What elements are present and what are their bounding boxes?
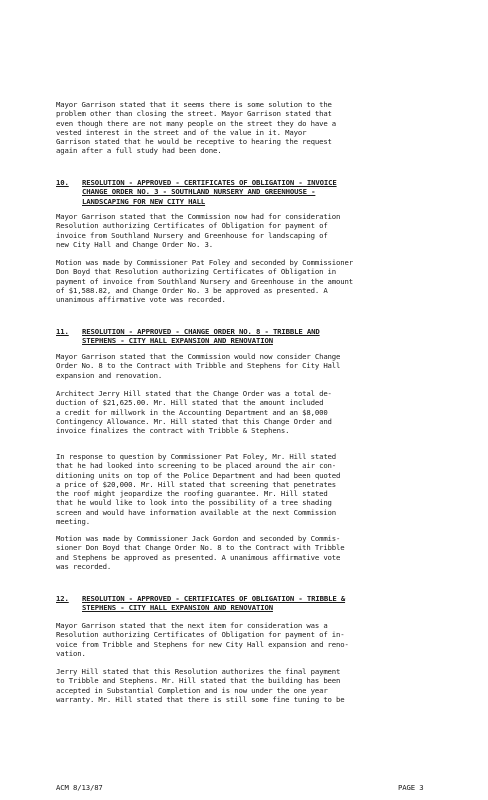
paragraph-item11-intro: Mayor Garrison stated that the Commission would now consider Change Order No. 8 to the Contract with Tribble and Stephens for City Hall expansion and renovation. (56, 352, 341, 380)
paragraph-item10-motion: Motion was made by Commissioner Pat Foley and seconded by Commissioner Don Boyd that Resolution authorizing Certificates of Obligation in payment of invoice from Southland Nursery and Greenhouse in the amount of $1,588.82, and Change Order No. 3 be approved as presented. A unanimous affirmative vote was recorded. (56, 258, 354, 305)
item-heading: RESOLUTION - APPROVED - CERTIFICATES OF OBLIGATION - INVOICE CHANGE ORDER NO. 3 - SOUTHLAND NURSERY AND GREENHOUSE - LANDSCAPING FOR NEW CITY HALL (82, 178, 337, 206)
item-number: 11. (56, 327, 69, 336)
paragraph-item11-motion: Motion was made by Commissioner Jack Gordon and seconded by Commis- sioner Don Boyd that Change Order No. 8 to the Contract with Tribble and Stephens be approved as presented. A unanimous affirmative vote was recorded. (56, 534, 345, 571)
paragraph-closing-street: Mayor Garrison stated that it seems there is some solution to the problem other than closing the street. Mayor Garrison stated that even though there are not many people on the street they do have a vested interest in the street and of the value in it. Mayor Garrison stated that he would be receptive to hearing the request again after a full study had been done. (56, 100, 337, 156)
item-heading: RESOLUTION - APPROVED - CHANGE ORDER NO. 8 - TRIBBLE AND STEPHENS - CITY HALL EXPANSION AND RENOVATION (82, 327, 320, 346)
paragraph-item11-question: In response to question by Commissioner Pat Foley, Mr. Hill stated that he had looked into screening to be placed around the air con- ditioning units on top of the Police Department and had been quoted a price of $20,000. Mr. Hill stated that screening that penetrates the roof might jeopardize the roofing guarantee. Mr. Hill stated that he would like to look into the possibility of a tree shading screen and would have information available at the next Commission meeting. (56, 452, 341, 527)
item-heading: RESOLUTION - APPROVED - CERTIFICATES OF OBLIGATION - TRIBBLE & STEPHENS - CITY HALL EXPANSION AND RENOVATION (82, 594, 346, 613)
paragraph-item10-intro: Mayor Garrison stated that the Commission now had for consideration Resolution authorizing Certificates of Obligation for payment of invoice from Southland Nursery and Greenhouse for landscaping of new City Hall and Change Order No. 3. (56, 212, 341, 249)
footer-page-number: PAGE 3 (398, 783, 424, 792)
paragraph-item11-hill: Architect Jerry Hill stated that the Change Order was a total de- duction of $21,625.00. Mr. Hill stated that the amount included a credit for millwork in the Accounting Department and an $8,000 Contingency Allowance. Mr. Hill stated that this Change Order and invoice finalizes the contract with Tribble & Stephens. (56, 389, 332, 436)
item-number: 12. (56, 594, 69, 603)
footer-date: ACM 8/13/87 (56, 783, 103, 792)
paragraph-item12-hill: Jerry Hill stated that this Resolution authorizes the final payment to Tribble and Stephens. Mr. Hill stated that the building has been accepted in Substantial Completion and is now under the one year warranty. Mr. Hill stated that there is still some fine tuning to be (56, 667, 345, 704)
paragraph-item12-intro: Mayor Garrison stated that the next item for consideration was a Resolution authorizing Certificates of Obligation for payment of in- voice from Tribble and Stephens for new City Hall expansion and reno- vation. (56, 621, 349, 658)
item-number: 10. (56, 178, 69, 187)
